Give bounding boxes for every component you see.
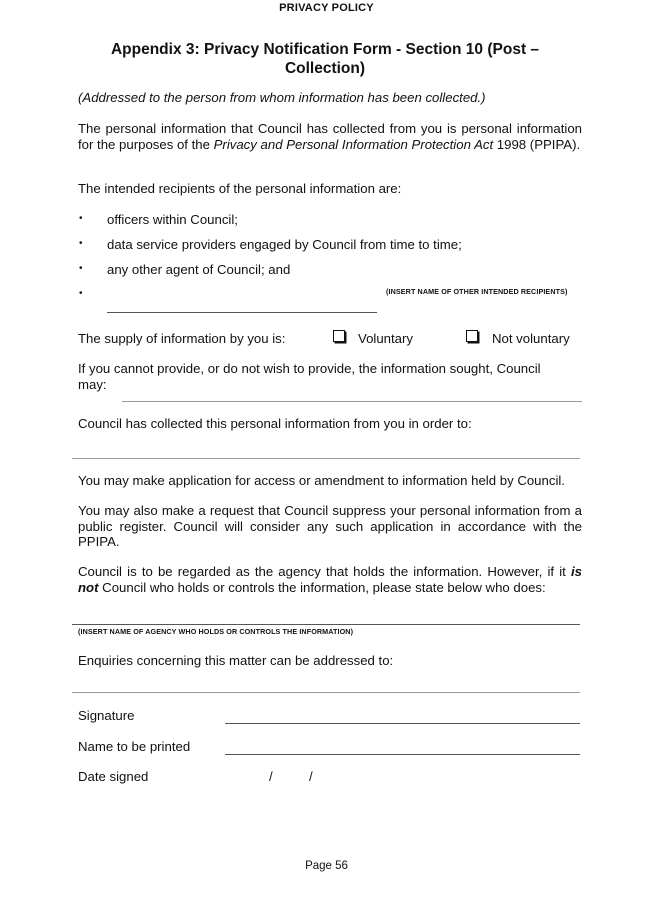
recipient-item: any other agent of Council; and (107, 262, 291, 277)
page-number: Page 56 (305, 860, 348, 872)
bullet-marker: • (79, 263, 83, 274)
recipient-item: officers within Council; (107, 212, 238, 227)
insert-recipients-note: (INSERT NAME OF OTHER INTENDED RECIPIENTS) (386, 287, 568, 296)
intro-text-end: 1998 (PPIPA). (493, 136, 581, 152)
agency-text-end: Council who holds or controls the information, please state below who does: (98, 579, 546, 595)
form-title: Appendix 3: Privacy Notification Form - Section 10 (Post – Collection) (110, 41, 540, 77)
voluntary-checkbox[interactable] (333, 330, 345, 342)
not-voluntary-checkbox[interactable] (466, 330, 478, 342)
name-line[interactable] (225, 754, 580, 755)
voluntary-label: Voluntary (358, 331, 413, 346)
intro-text-start: The personal information that Council has collected from you is personal information for the purposes of the (78, 121, 582, 152)
recipient-item: data service providers engaged by Council from time to time; (107, 237, 462, 252)
bullet-marker: • (79, 213, 83, 224)
signature-line[interactable] (225, 723, 580, 724)
enquiries-text: Enquiries concerning this matter can be addressed to: (78, 653, 394, 668)
agency-is: is (571, 564, 582, 579)
date-separator: / (309, 769, 313, 784)
access-amendment-text: You may make application for access or amendment to information held by Council. (78, 473, 565, 488)
recipients-heading: The intended recipients of the personal information are: (78, 181, 402, 196)
supply-label: The supply of information by you is: (78, 331, 286, 346)
act-name: Privacy and Personal Information Protection Act (213, 136, 494, 152)
not-voluntary-label: Not voluntary (492, 331, 570, 346)
date-label: Date signed (78, 769, 149, 784)
page-header: PRIVACY POLICY (279, 2, 374, 14)
bullet-marker: • (79, 238, 83, 249)
addressed-note: (Addressed to the person from whom information has been collected.) (78, 90, 486, 105)
other-recipients-line[interactable] (107, 312, 377, 313)
agency-paragraph (78, 564, 582, 595)
bullet-marker: • (79, 288, 83, 299)
signature-label: Signature (78, 708, 135, 723)
date-separator: / (269, 769, 273, 784)
insert-agency-note: (INSERT NAME OF AGENCY WHO HOLDS OR CONTROLS THE INFORMATION) (78, 627, 354, 636)
enquiries-line[interactable] (72, 692, 580, 693)
agency-text-start: Council is to be regarded as the agency that holds the information. However, if it (78, 564, 571, 579)
purpose-line[interactable] (72, 458, 580, 459)
agency-name-line[interactable] (72, 624, 580, 625)
council-may-line[interactable] (122, 401, 582, 402)
agency-not: not (78, 579, 99, 595)
name-label: Name to be printed (78, 739, 191, 754)
collected-purpose-text: Council has collected this personal information from you in order to: (78, 416, 472, 431)
suppress-request-text: You may also make a request that Council suppress your personal information from a public register. Council will consider any such application in accordance with the PPIPA. (78, 503, 582, 549)
cannot-provide-text: If you cannot provide, or do not wish to provide, the information sought, Council may: (78, 361, 541, 392)
intro-paragraph (78, 121, 582, 152)
